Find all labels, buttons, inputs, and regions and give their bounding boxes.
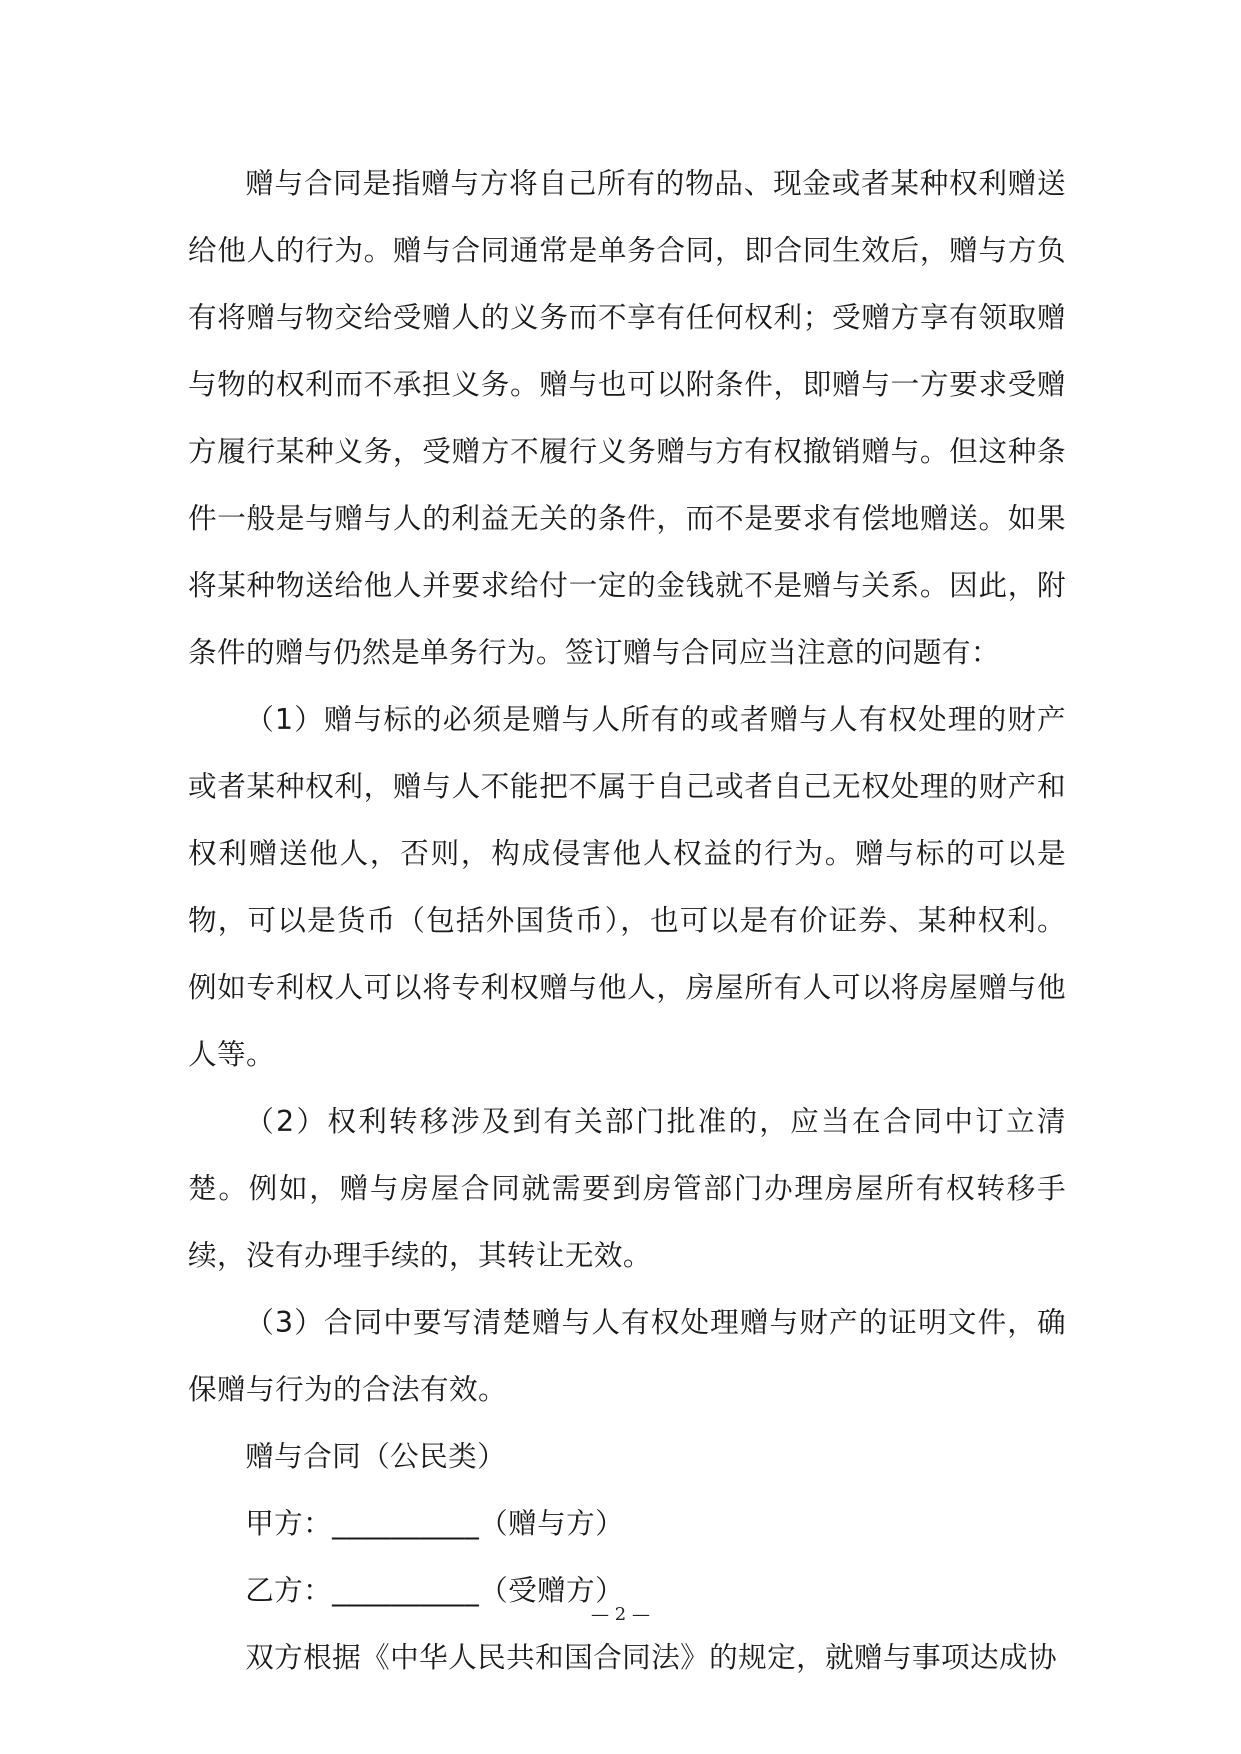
contract-title: 赠与合同（公民类） [245,1439,507,1473]
party-b-line: 乙方：__________（受赠方） [245,1573,625,1607]
point-1-paragraph: （1）赠与标的必须是赠与人所有的或者赠与人有权处理的财产或者某种权利，赠与人不能把不属于自己或者自己无权处理的财产和权利赠送他人，否则，构成侵害他人权益的行为。赠与标的可以是物，可以是货币（包括外国货币），也可以是有价证券、某种权利。例如专利权人可以将专利权赠与他人，房屋所有人可以将房屋赠与他人等。 [188,702,1066,1071]
page-number: — 2 — [591,1604,650,1625]
point-2-paragraph: （2）权利转移涉及到有关部门批准的，应当在合同中订立清楚。例如，赠与房屋合同就需要到房管部门办理房屋所有权转移手续，没有办理手续的，其转让无效。 [188,1104,1066,1272]
party-a-line: 甲方：__________（赠与方） [245,1506,625,1540]
agreement-paragraph: 双方根据《中华人民共和国合同法》的规定，就赠与事项达成协 [245,1640,1058,1674]
document-body [188,150,1066,1691]
intro-paragraph: 赠与合同是指赠与方将自己所有的物品、现金或者某种权利赠送给他人的行为。赠与合同通常是单务合同，即合同生效后，赠与方负有将赠与物交给受赠人的义务而不享有任何权利；受赠方享有领取赠与物的权利而不承担义务。赠与也可以附条件，即赠与一方要求受赠方履行某种义务，受赠方不履行义务赠与方有权撤销赠与。但这种条件一般是与赠与人的利益无关的条件，而不是要求有偿地赠送。如果将某种物送给他人并要求给付一定的金钱就不是赠与关系。因此，附条件的赠与仍然是单务行为。签订赠与合同应当注意的问题有： [188,166,1066,669]
point-3-paragraph: （3）合同中要写清楚赠与人有权处理赠与财产的证明文件，确保赠与行为的合法有效。 [188,1305,1066,1406]
